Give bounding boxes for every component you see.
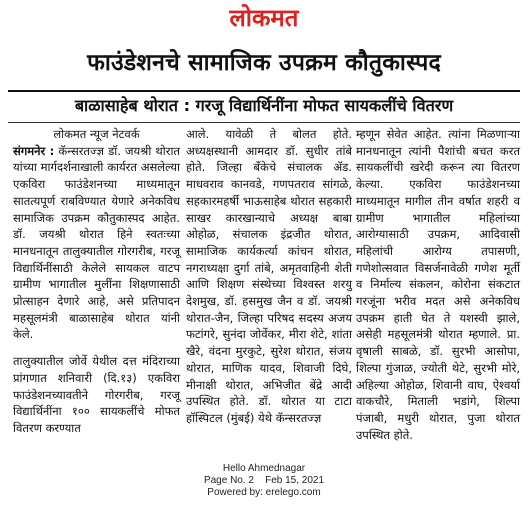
article-paragraph-3: आले. यावेळी ते बोलत होते. अध्यक्षस्थानी आमदार डॉ. सुधीर तांबे होते. जिल्हा बँकेचे संचालक ॲड. माधवराव कानवडे, गणपतराव सांगळे, सहकारमहर्षी भाऊसाहेब थोरात सहकारी साखर कारखान्याचे अध्यक्ष बाबा ओहोळ, संचालक इंद्रजीत थोरात, सामाजिक कार्यकर्त्या कांचन थोरात, नगराध्यक्षा दुर्गा तांबे, अमृतवाहिनी शेती आणि शिक्षण संस्थेच्या विश्वस्त शरयु देशमुख, डॉ. हसमुख जैन व डॉ. जयश्री थोरात-जैन, जिल्हा परिषद सदस्य अजय फटांगरे, सुनंदा जोर्वेकर, मीरा शेटे, शांता खैरे, वंदना मुरकुटे, सुरेश थोरात, संजय थोरात, माणिक यादव, शिवाजी दिघे, मीनाक्षी थोरात, अभिजीत बेंद्रे आदी उपस्थित होते. डॉ. थोरात या टाटा हॉस्पिटल (मुंबई) येथे कॅन्सरतज्ज्ञ	[186, 127, 352, 425]
article-paragraph-4: म्हणून सेवेत आहेत. त्यांना मिळणाऱ्या मानधनातून त्यांनी पैशांची बचत करत सायकलींची खरेदी करून त्या वितरण केल्या. एकविरा फाउंडेशनच्या माध्यमातून मागील तीन वर्षात शहरी व ग्रामीण भागातील महिलांच्या आरोग्यासाठी उपक्रम, आदिवासी महिलांची आरोग्य तपासणी, गणेशोत्सवात विसर्जनावेळी गणेश मूर्ती व निर्माल्य संकलन, कोरोना संकटात गरजूंना भरीव मदत असे अनेकविध उपक्रम हाती घेत ते यशस्वी झाले, असेही महसूलमंत्री थोरात म्हणाले. प्रा. वृषाली साबळे, डॉ. सुरभी आसोपा, शिल्पा गुंजाळ, ज्योती थेटे, सुरभी मोरे, अहिल्या ओहोळ, शिवानी वाघ, ऐश्वर्या वाकचौरे, मिताली भडांगे, शिल्पा पंजाबी, मधुरी थोरात, पुजा थोरात उपस्थित होते.	[356, 127, 520, 442]
footer-powered-by: Powered by: erelego.com	[207, 487, 321, 498]
subheadline: बाळासाहेब थोरात : गरजू विद्यार्थिनींना मोफत सायकलींचे वितरण	[74, 96, 454, 115]
article-column-3	[356, 126, 520, 443]
article-column-1	[13, 126, 180, 437]
headline: फाउंडेशनचे सामाजिक उपक्रम कौतुकास्पद	[87, 50, 441, 76]
article-column-2	[186, 126, 352, 427]
headline-divider	[8, 90, 520, 92]
page-footer	[0, 463, 528, 499]
byline: लोकमत न्यूज नेटवर्क	[53, 127, 140, 141]
article-text-1: कॅन्सरतज्ज्ञ डॉ. जयश्री थोरात यांच्या मार्गदर्शनाखाली कार्यरत असलेल्या एकविरा फाउंडेशनच्या माध्यमातून सातत्यपूर्ण राबविण्यात येणारे अनेकविध सामाजिक उपक्रम कौतुकास्पद आहेत. डॉ. जयश्री थोरात हिने स्वतःच्या मानधनातून तालुक्यातील गोरगरीब, गरजू विद्यार्थिनींसाठी केलेले सायकल वाटप ग्रामीण भागातील मुलींना शिक्षणासाठी प्रोत्साहन देणारे आहे, असे प्रतिपादन महसूलमंत्री बाळासाहेब थोरात यांनी केले.	[13, 143, 180, 342]
article-paragraph-1	[13, 143, 180, 343]
subheadline-divider	[8, 122, 520, 123]
masthead-logo: लोकमत	[229, 3, 299, 32]
footer-edition: Hello Ahmednagar	[222, 463, 306, 474]
dateline: संगमनेर :	[13, 143, 55, 158]
footer-page-info: Page No. 2 Feb 15, 2021	[203, 475, 325, 486]
article-paragraph-2: तालुक्यातील जोर्वे येथील दत्त मंदिराच्या प्रांगणात शनिवारी (दि.१३) एकविरा फाउंडेशनच्यावतीने गोरगरीब, गरजू विद्यार्थिनींना १०० सायकलींचे मोफत वितरण करण्यात	[13, 354, 180, 435]
paragraph-gap	[13, 343, 180, 353]
